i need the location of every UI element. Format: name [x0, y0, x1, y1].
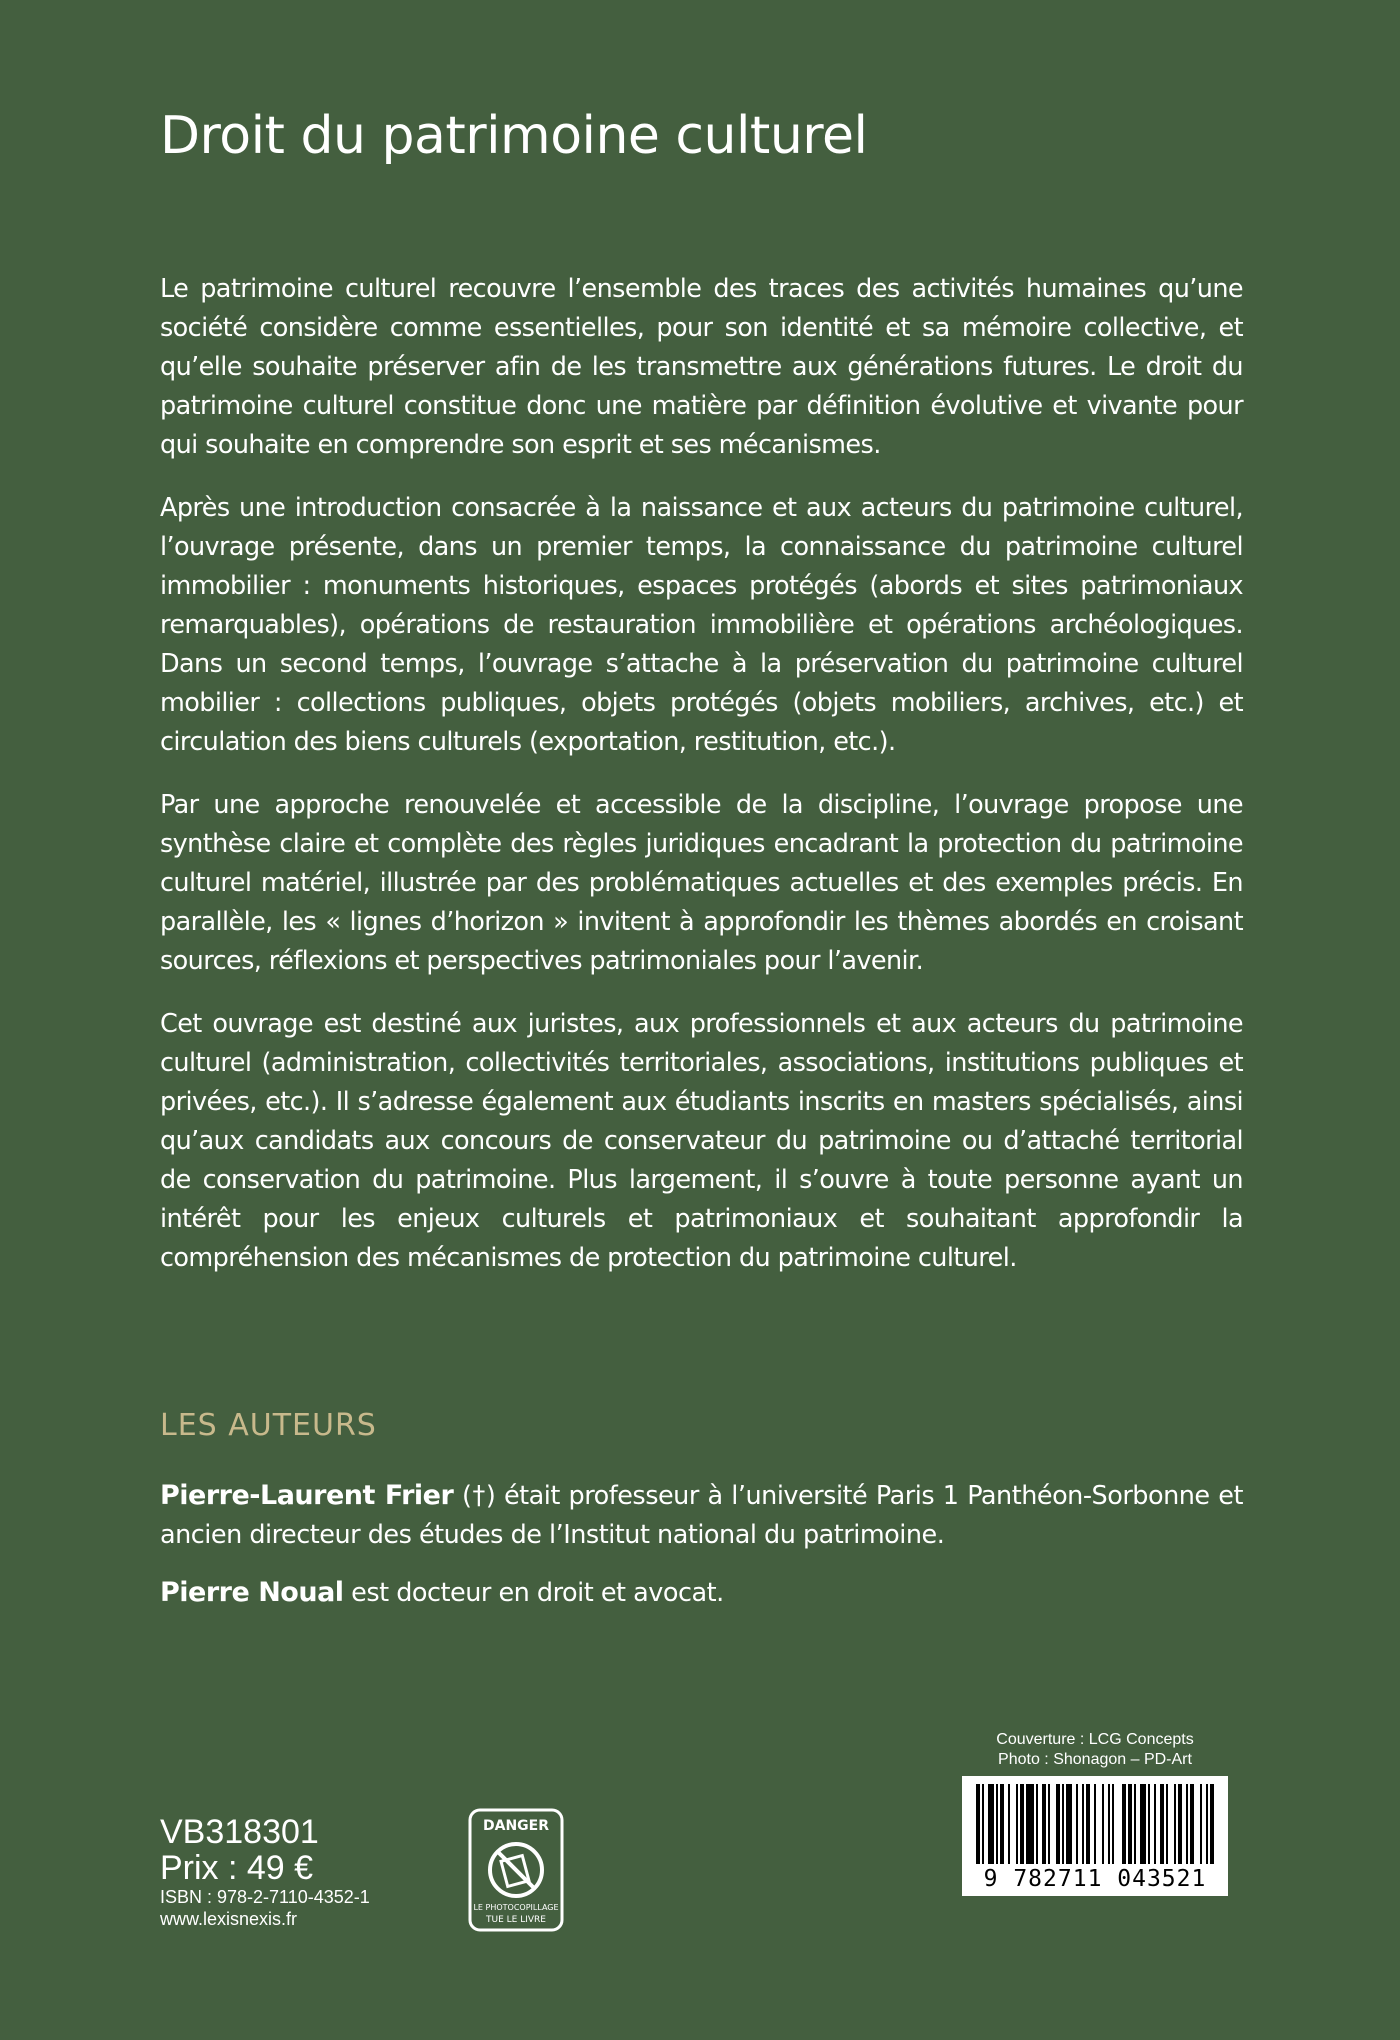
danger-photocopy-logo [468, 1808, 564, 1932]
description-paragraph: Le patrimoine culturel recouvre l’ensemble des traces des activités humaines qu’une société considère comme essentielles, pour son identité et sa mémoire collective, et qu’elle souhaite préserver afin de les transmettre aux générations futures. Le droit du patrimoine culturel constitue donc une matière par définition évolutive et vivante pour qui souhaite en comprendre son esprit et ses mécanismes. [160, 274, 1243, 460]
product-info [160, 1814, 370, 1930]
barcode-bar [1200, 1784, 1202, 1864]
authors-heading: LES AUTEURS [160, 1408, 377, 1443]
description [160, 270, 1243, 1302]
description-paragraph: Cet ouvrage est destiné aux juristes, aux professionnels et aux acteurs du patrimoine culturel (administration, collectivités territoriales, associations, institutions publiques et privées, etc.). Il s’adresse également aux étudiants inscrits en masters spécialisés, ainsi qu’aux candidats aux concours de conservateur du patrimoine ou d’attaché territorial de conservation du patrimoine. Plus largement, il s’ouvre à toute personne ayant un intérêt pour les enjeux culturels et patrimoniaux et souhaitant approfondir la compréhension des mécanismes de protection du patrimoine culturel. [160, 1009, 1243, 1273]
barcode-bar [1206, 1784, 1208, 1864]
barcode-bar [1108, 1784, 1110, 1864]
author-bio [160, 1476, 1243, 1555]
barcode-bar [1160, 1784, 1164, 1864]
website-link[interactable]: www.lexisnexis.fr [160, 1909, 298, 1929]
barcode-bar [1008, 1784, 1010, 1864]
danger-line-1: LE PHOTOCOPILLAGE [473, 1903, 559, 1912]
barcode-bar [1178, 1784, 1182, 1864]
barcode-bar [1174, 1784, 1176, 1864]
barcode-bar [1048, 1784, 1050, 1864]
barcode-bar [1166, 1784, 1168, 1864]
cover-credits [960, 1730, 1230, 1770]
author-bio [160, 1573, 1243, 1613]
author-name: Pierre Noual [160, 1577, 344, 1608]
book-title: Droit du patrimoine culturel [160, 106, 868, 166]
author-description: (†) était professeur à l’université Paris 1 Panthéon-Sorbonne et ancien directeur des études de l’Institut national du patrimoine. [160, 1481, 1243, 1550]
barcode-bar [996, 1784, 998, 1864]
barcode-bars [962, 1776, 1228, 1868]
author-name: Pierre-Laurent Frier [160, 1480, 454, 1511]
author-description: est docteur en droit et avocat. [343, 1578, 724, 1608]
barcode-bar [1056, 1784, 1060, 1864]
description-paragraph: Par une approche renouvelée et accessible de la discipline, l’ouvrage propose une synthèse claire et complète des règles juridiques encadrant la protection du patrimoine culturel matériel, illustrée par des problématiques actuelles et des exemples précis. En parallèle, les « lignes d’horizon » invitent à approfondir les thèmes abordés en croisant sources, réflexions et perspectives patrimoniales pour l’avenir. [160, 790, 1243, 976]
barcode-bar [1148, 1784, 1150, 1864]
barcode-bar [1020, 1784, 1024, 1864]
barcode-bar [1140, 1784, 1146, 1864]
barcode-bar [1122, 1784, 1126, 1864]
barcode-bar [1094, 1784, 1096, 1864]
barcode-bar [1062, 1784, 1064, 1864]
barcode-bar [1086, 1784, 1090, 1864]
barcode-digits: 9 782711 043521 [983, 1866, 1207, 1892]
barcode-bar [988, 1784, 994, 1864]
barcode-bar [1102, 1784, 1104, 1864]
barcode-bar [1036, 1784, 1038, 1864]
barcode-bar [1042, 1784, 1046, 1864]
photo-credit: Photo : Shonagon – PD-Art [998, 1751, 1192, 1768]
barcode-bar [1128, 1784, 1132, 1864]
barcode-bar [976, 1784, 980, 1864]
barcode-bar [1154, 1784, 1156, 1864]
authors-section [160, 1476, 1243, 1631]
barcode-bar [1210, 1784, 1214, 1864]
barcode-bar [982, 1784, 984, 1864]
cover-credit: Couverture : LCG Concepts [996, 1731, 1194, 1748]
barcode-bar [1082, 1784, 1084, 1864]
danger-label: DANGER [482, 1818, 550, 1834]
product-price: Prix : 49 € [160, 1849, 314, 1887]
barcode-bar [1134, 1784, 1136, 1864]
barcode-bar [1190, 1784, 1194, 1864]
barcode-bar [1016, 1784, 1018, 1864]
product-code: VB318301 [160, 1813, 319, 1851]
danger-line-2: TUE LE LIVRE [486, 1915, 546, 1925]
barcode [962, 1776, 1228, 1896]
isbn: ISBN : 978-2-7110-4352-1 [160, 1887, 370, 1907]
barcode-bar [1186, 1784, 1188, 1864]
barcode-bar [1076, 1784, 1078, 1864]
barcode-bar [1000, 1784, 1004, 1864]
barcode-bar [1112, 1784, 1114, 1864]
barcode-bar [1026, 1784, 1034, 1864]
description-paragraph: Après une introduction consacrée à la naissance et aux acteurs du patrimoine culturel, l’ouvrage présente, dans un premier temps, la connaissance du patrimoine culturel immobilier : monuments historiques, espaces protégés (abords et sites patrimoniaux remarquables), opérations de restauration immobilière et opérations archéologiques. Dans un second temps, l’ouvrage s’attache à la préservation du patrimoine culturel mobilier : collections publiques, objets protégés (objets mobiliers, archives, etc.) et circulation des biens culturels (exportation, restitution, etc.). [160, 493, 1243, 757]
barcode-bar [1066, 1784, 1072, 1864]
